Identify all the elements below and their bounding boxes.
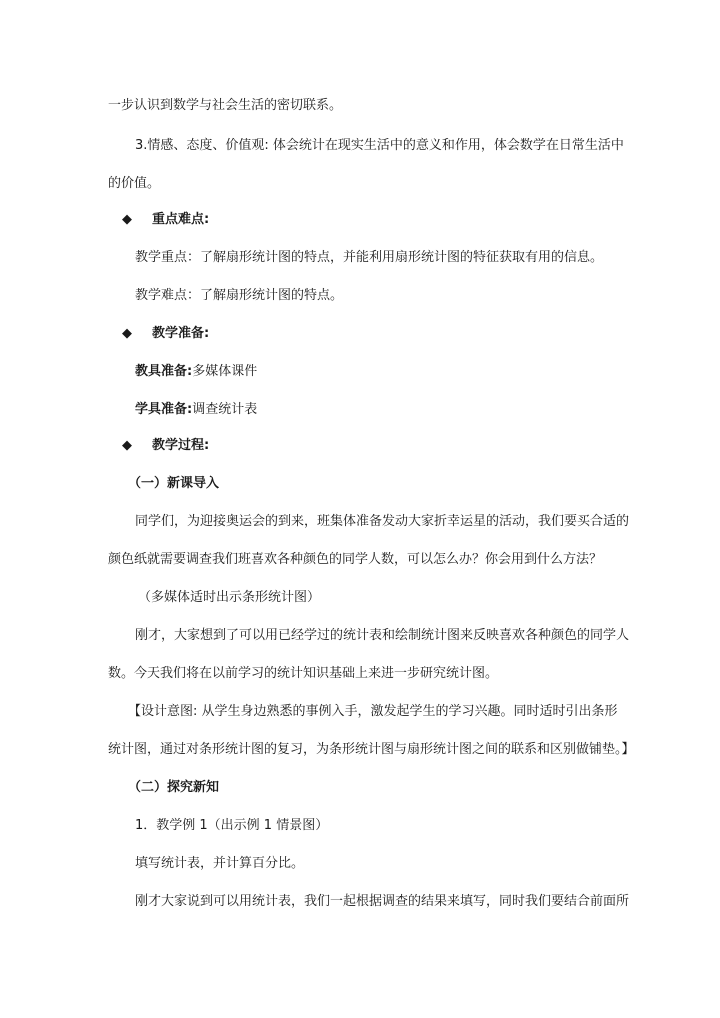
paragraph-line: 教学重点：了解扇形统计图的特点，并能利用扇形统计图的特征获取有用的信息。	[135, 250, 604, 265]
student-prep-label: 学具准备:	[135, 402, 193, 417]
paragraph-line: 的价值。	[108, 176, 161, 191]
diamond-bullet-icon: ◆	[122, 326, 132, 341]
section-heading-key-points: ◆ 重点难点:	[122, 210, 209, 230]
paragraph-line: 3.情感、态度、价值观: 体会统计在现实生活中的意义和作用，体会数学在日常生活中	[135, 138, 624, 153]
student-prep-line	[135, 400, 257, 420]
diamond-bullet-icon: ◆	[122, 438, 132, 453]
section-heading-process: ◆ 教学过程:	[122, 436, 209, 456]
paragraph-line: 一步认识到数学与社会生活的密切联系。	[108, 98, 343, 113]
paragraph-line: 统计图，通过对条形统计图的复习，为条形统计图与扇形统计图之间的联系和区别做铺垫。】	[108, 742, 635, 757]
subsection-heading: （一）新课导入	[128, 476, 220, 491]
diamond-bullet-icon: ◆	[122, 212, 132, 227]
student-prep-value: 调查统计表	[192, 402, 258, 417]
paragraph-line: （多媒体适时出示条形统计图）	[138, 590, 321, 605]
paragraph-line: 颜色纸就需要调查我们班喜欢各种颜色的同学人数，可以怎么办？你会用到什么方法？	[108, 552, 603, 567]
paragraph-line: 数。今天我们将在以前学习的统计知识基础上来进一步研究统计图。	[108, 666, 499, 681]
paragraph-line: 【设计意图: 从学生身边熟悉的事例入手，激发起学生的学习兴趣。同时适时引出条形	[128, 704, 618, 719]
paragraph-line: 填写统计表，并计算百分比。	[135, 856, 305, 871]
section-heading-preparation: ◆ 教学准备:	[122, 324, 209, 344]
paragraph-line: 1．教学例 1（出示例 1 情景图）	[135, 818, 329, 833]
teacher-prep-label: 教具准备:	[135, 364, 193, 379]
paragraph-line: 刚才大家说到可以用统计表，我们一起根据调查的结果来填写，同时我们要结合前面所	[135, 894, 630, 909]
teacher-prep-line	[135, 362, 257, 382]
paragraph-line: 刚才，大家想到了可以用已经学过的统计表和绘制统计图来反映喜欢各种颜色的同学人	[135, 628, 630, 643]
subsection-heading: （二）探究新知	[128, 780, 220, 795]
paragraph-line: 同学们，为迎接奥运会的到来，班集体准备发动大家折幸运星的活动，我们要买合适的	[135, 514, 630, 529]
teacher-prep-value: 多媒体课件	[192, 364, 258, 379]
paragraph-line: 教学难点：了解扇形统计图的特点。	[135, 288, 344, 303]
